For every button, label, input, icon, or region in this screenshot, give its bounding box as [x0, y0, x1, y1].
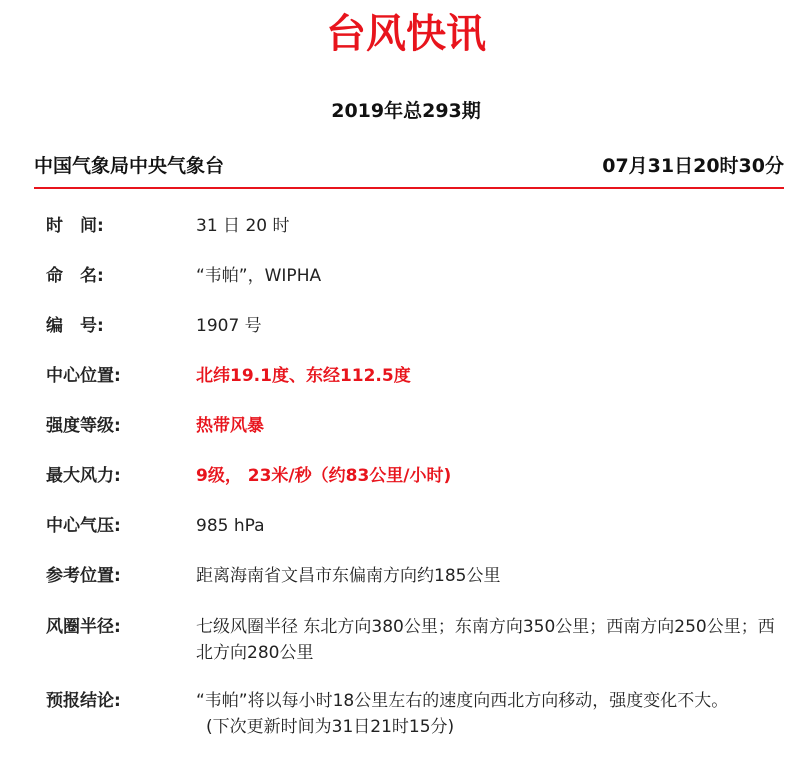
name-value: “韦帕”，WIPHA — [196, 266, 322, 286]
page-title: 台风快讯 — [326, 11, 486, 57]
number-value: 1907 号 — [196, 316, 262, 336]
max-wind-label: 最大风力: — [46, 466, 121, 486]
center-position-value: 北纬19.1度、东经112.5度 — [196, 366, 411, 386]
intensity-label: 强度等级: — [46, 416, 121, 436]
central-pressure-value: 985 hPa — [196, 516, 265, 536]
bulletin-header — [34, 152, 784, 182]
forecast-text: “韦帕”将以每小时18公里左右的速度向西北方向移动，强度变化不大。 — [196, 691, 729, 711]
wind-radius-label: 风圈半径: — [46, 617, 121, 637]
reference-position-value: 距离海南省文昌市东偏南方向约185公里 — [196, 566, 501, 586]
name-label: 命 名: — [46, 266, 104, 286]
time-label: 时 间: — [46, 216, 104, 236]
issue-number: 2019年总293期 — [331, 100, 481, 122]
agency-name: 中国气象局中央气象台 — [34, 155, 225, 177]
forecast-label: 预报结论: — [46, 691, 121, 711]
issue-datetime: 07月31日20时30分 — [602, 155, 784, 177]
max-wind-value: 9级， 23米/秒（约83公里/小时) — [196, 466, 452, 486]
center-position-label: 中心位置: — [46, 366, 121, 386]
next-update-note: (下次更新时间为31日21时15分) — [206, 717, 455, 737]
time-value: 31 日 20 时 — [196, 216, 290, 236]
forecast-value — [196, 688, 756, 740]
number-label: 编 号: — [46, 316, 104, 336]
central-pressure-label: 中心气压: — [46, 516, 121, 536]
reference-position-label: 参考位置: — [46, 566, 121, 586]
intensity-value: 热带风暴 — [196, 416, 264, 436]
header-divider — [34, 187, 784, 189]
wind-radius-value: 七级风圈半径 东北方向380公里；东南方向350公里；西南方向250公里；西北方向280公里 — [196, 617, 775, 663]
